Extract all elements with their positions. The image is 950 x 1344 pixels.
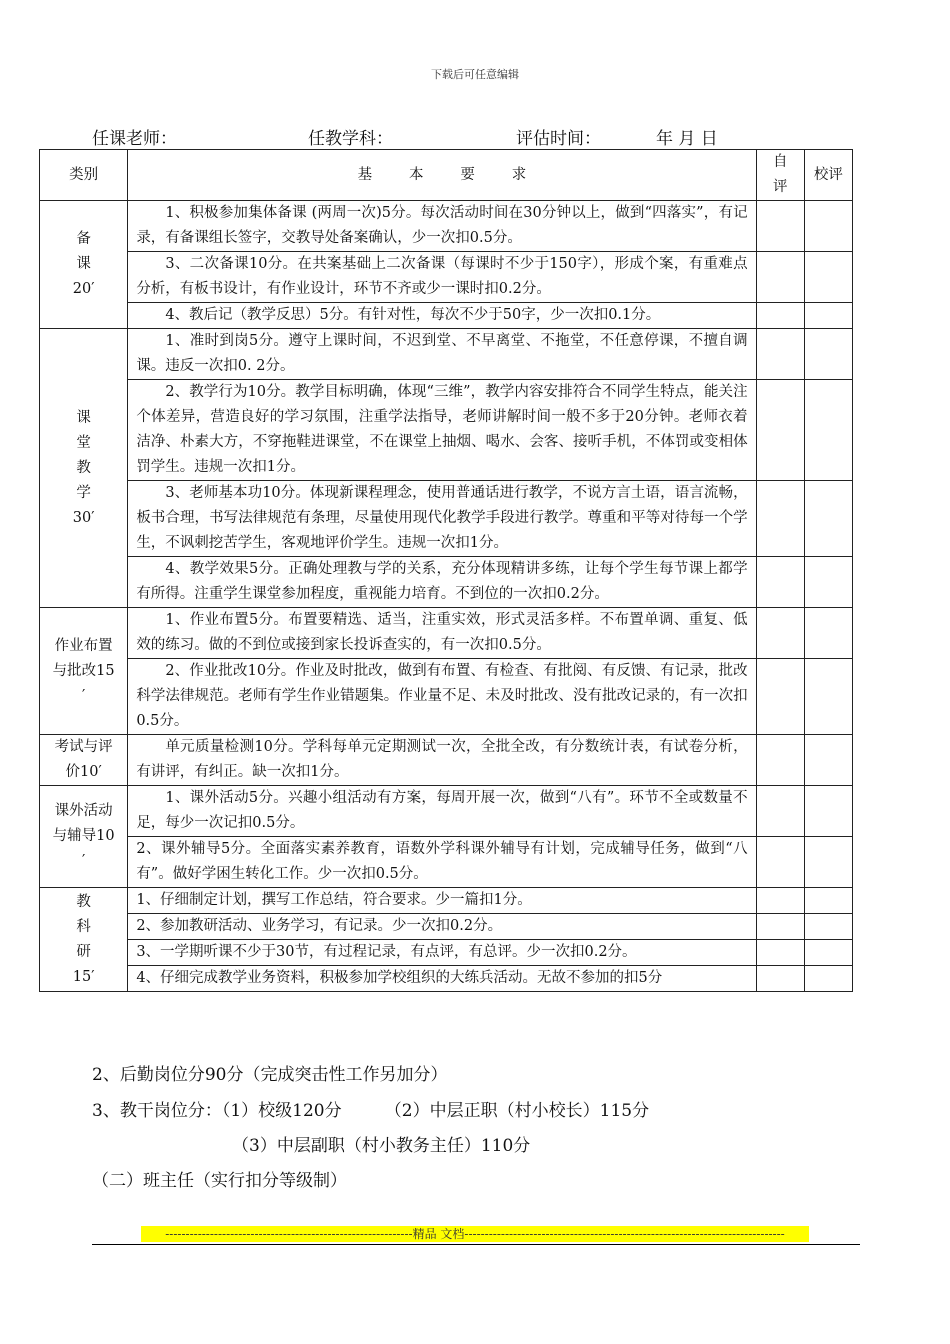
table-row: [40, 608, 853, 659]
requirement-cell: [128, 303, 756, 329]
teacher-label: 任课老师：: [92, 129, 177, 149]
requirement-cell: [128, 659, 756, 735]
requirement-text: 1、作业布置5分。布置要精选、适当，注重实效，形式灵活多样。不布置单调、重复、低效的练习。做的不到位或接到家长投诉查实的，有一次扣0.5分。: [136, 612, 748, 653]
self-eval-cell[interactable]: [756, 786, 804, 837]
requirement-cell: [128, 557, 756, 608]
requirement-cell: [128, 380, 756, 481]
form-header: [92, 124, 852, 149]
requirement-text: 4、教学效果5分。正确处理教与学的关系，充分体现精讲多练，让每个学生每节课上都学有所得。注重学生课堂参加程度，重视能力培育。不到位的一次扣0.2分。: [136, 561, 748, 602]
requirement-cell: [128, 201, 756, 252]
table-row: [40, 914, 853, 940]
self-eval-cell[interactable]: [756, 940, 804, 966]
requirement-text: 1、仔细制定计划，撰写工作总结，符合要求。少一篇扣1分。: [136, 892, 532, 908]
logistics-score: 2、后勤岗位分90分（完成突击性工作另加分）: [92, 1065, 448, 1085]
table-row: [40, 837, 853, 888]
table-row: [40, 940, 853, 966]
table-row: [40, 303, 853, 329]
date-label: 年 月 日: [656, 129, 718, 149]
cadre-score: 3、教干岗位分：（1）校级120分 （2）中层正职（村小校长）115分: [92, 1101, 650, 1121]
requirement-text: 4、教后记（教学反思）5分。有针对性，每次不少于50字，少一次扣0.1分。: [165, 307, 661, 323]
requirement-cell: [128, 735, 756, 786]
requirement-text: 1、准时到岗5分。遵守上课时间，不迟到堂、不早离堂、不拖堂，不任意停课，不擅自调课。违反一次扣0. 2分。: [136, 333, 748, 374]
requirement-text: 单元质量检测10分。学科每单元定期测试一次，全批全改，有分数统计表，有试卷分析，有讲评，有纠正。缺一次扣1分。: [136, 739, 748, 780]
requirement-text: 2、作业批改10分。作业及时批改，做到有布置、有检查、有批阅、有反馈、有记录，批改科学法律规范。老师有学生作业错题集。作业量不足、未及时批改、没有批改记录的，有一次扣0.5分。: [136, 663, 748, 729]
table-row: [40, 786, 853, 837]
table-row: [40, 557, 853, 608]
category-cell: [40, 329, 128, 608]
self-eval-cell[interactable]: [756, 380, 804, 481]
requirement-cell: [128, 940, 756, 966]
school-eval-cell[interactable]: [804, 786, 852, 837]
table-row: [40, 966, 853, 992]
deputy-score: （3）中层副职（村小教务主任）110分: [232, 1136, 531, 1156]
self-eval-cell[interactable]: [756, 557, 804, 608]
category-label: 教 科 研 15′: [72, 893, 95, 985]
requirement-cell: [128, 329, 756, 380]
self-eval-cell[interactable]: [756, 303, 804, 329]
table-row: [40, 329, 853, 380]
self-eval-cell[interactable]: [756, 329, 804, 380]
requirement-cell: [128, 608, 756, 659]
requirement-text: 1、积极参加集体备课 (两周一次)5分。每次活动时间在30分钟以上，做到“四落实”，有记录，有备课组长签字，交教导处备案确认，少一次扣0.5分。: [136, 205, 748, 246]
requirement-text: 3、二次备课10分。在共案基础上二次备课（每课时不少于150字），形成个案，有重难点分析，有板书设计，有作业设计，环节不齐或少一课时扣0.2分。: [136, 256, 748, 297]
top-note: 下载后可任意编辑: [431, 68, 519, 81]
school-eval-cell[interactable]: [804, 837, 852, 888]
requirement-text: 2、教学行为10分。教学目标明确，体现“三维”，教学内容安排符合不同学生特点，能关注个体差异，营造良好的学习氛围，注重学法指导，老师讲解时间一般不多于20分钟。老师衣着洁净、朴素大方，不穿拖鞋进课堂，不在课堂上抽烟、喝水、会客、接听手机，不体罚或变相体罚学生。违规一次扣1分。: [136, 384, 748, 475]
time-label: 评估时间：: [516, 129, 601, 149]
category-label: 考试与评 价10′: [54, 739, 113, 780]
requirement-text: 2、课外辅导5分。全面落实素养教育，语数外学科课外辅导有计划，完成辅导任务，做到“八有”。做好学困生转化工作。少一次扣0.5分。: [136, 841, 748, 882]
table-row: [40, 659, 853, 735]
school-eval-cell[interactable]: [804, 659, 852, 735]
category-label: 课外活动 与辅导10 ′: [52, 803, 115, 869]
self-eval-cell[interactable]: [756, 481, 804, 557]
requirement-text: 4、仔细完成教学业务资料，积极参加学校组织的大练兵活动。无故不参加的扣5分: [136, 970, 663, 986]
class-teacher-heading: （二）班主任（实行扣分等级制）: [92, 1171, 347, 1191]
category-cell: [40, 888, 128, 992]
footer-rule: [92, 1244, 860, 1245]
school-eval-cell[interactable]: [804, 966, 852, 992]
requirement-cell: [128, 786, 756, 837]
self-eval-cell[interactable]: [756, 735, 804, 786]
self-eval-cell[interactable]: [756, 608, 804, 659]
school-eval-cell[interactable]: [804, 481, 852, 557]
evaluation-table: [39, 149, 853, 992]
self-eval-cell[interactable]: [756, 659, 804, 735]
self-eval-cell[interactable]: [756, 837, 804, 888]
table-row: [40, 252, 853, 303]
school-eval-cell[interactable]: [804, 608, 852, 659]
school-eval-cell[interactable]: [804, 557, 852, 608]
table-row: [40, 888, 853, 914]
table-row: [40, 380, 853, 481]
school-eval-cell[interactable]: [804, 201, 852, 252]
school-eval-cell[interactable]: [804, 940, 852, 966]
category-header: 类别: [40, 150, 128, 201]
requirement-cell: [128, 888, 756, 914]
school-eval-cell[interactable]: [804, 888, 852, 914]
requirement-cell: [128, 966, 756, 992]
school-eval-cell[interactable]: [804, 914, 852, 940]
category-cell: [40, 608, 128, 735]
self-eval-cell[interactable]: [756, 888, 804, 914]
requirement-text: 3、一学期听课不少于30节，有过程记录，有点评，有总评。少一次扣0.2分。: [136, 944, 637, 960]
requirement-text: 1、课外活动5分。兴趣小组活动有方案，每周开展一次，做到“八有”。环节不全或数量不足，每少一次记扣0.5分。: [136, 790, 748, 831]
category-cell: [40, 786, 128, 888]
category-label: 课 堂 教 学 30′: [72, 409, 95, 526]
category-cell: [40, 735, 128, 786]
self-eval-cell[interactable]: [756, 201, 804, 252]
school-eval-cell[interactable]: [804, 380, 852, 481]
self-eval-header: 自 评: [756, 150, 804, 201]
category-label: 作业布置 与批改15 ′: [52, 637, 115, 704]
self-eval-cell[interactable]: [756, 966, 804, 992]
requirement-cell: [128, 837, 756, 888]
school-eval-cell[interactable]: [804, 303, 852, 329]
requirement-cell: [128, 252, 756, 303]
requirement-text: 2、参加教研活动、业务学习，有记录。少一次扣0.2分。: [136, 918, 503, 934]
table-header-row: [40, 150, 853, 201]
requirement-text: 3、老师基本功10分。体现新课程理念，使用普通话进行教学，不说方言土语，语言流畅，板书合理，书写法律规范有条理，尽量使用现代化教学手段进行教学。尊重和平等对待每一个学生，不讽刺挖苦学生，客观地评价学生。违规一次扣1分。: [136, 485, 748, 551]
category-cell: [40, 201, 128, 329]
requirements-header: 基 本 要 求: [128, 150, 756, 201]
requirement-cell: [128, 481, 756, 557]
self-eval-cell[interactable]: [756, 914, 804, 940]
school-eval-cell[interactable]: [804, 329, 852, 380]
school-eval-cell[interactable]: [804, 735, 852, 786]
category-label: 备 课 20′: [72, 231, 95, 297]
subject-label: 任教学科：: [308, 129, 393, 149]
table-row: [40, 735, 853, 786]
school-eval-cell[interactable]: [804, 252, 852, 303]
requirement-cell: [128, 914, 756, 940]
self-eval-cell[interactable]: [756, 252, 804, 303]
school-eval-header: 校评: [804, 150, 852, 201]
table-row: [40, 201, 853, 252]
document-banner: -------------------------------------------------------------精品 文档-------------------------------------------------------------------------------: [141, 1226, 809, 1242]
table-row: [40, 481, 853, 557]
